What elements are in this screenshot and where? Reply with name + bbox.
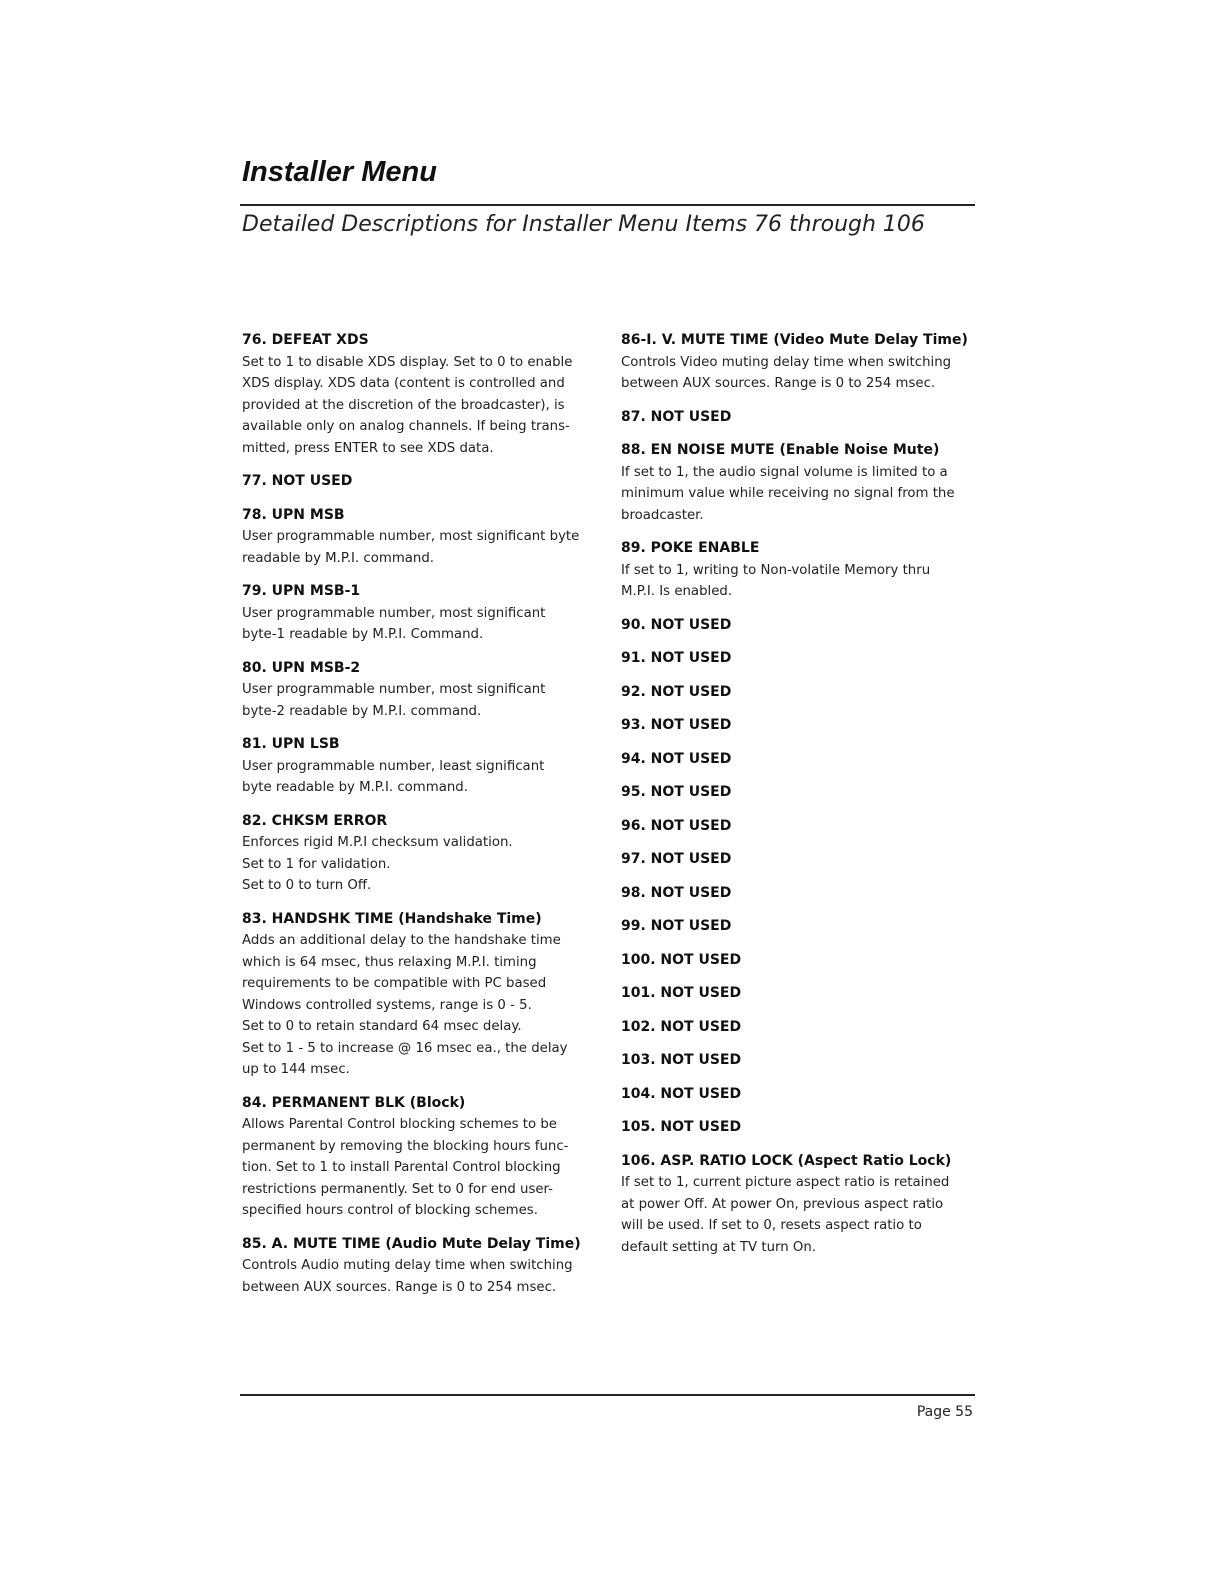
left-column bbox=[242, 330, 594, 1310]
menu-item-title: 77. NOT USED bbox=[242, 473, 353, 489]
menu-item-description-line: byte-2 readable by M.P.I. command. bbox=[242, 703, 482, 719]
menu-item-description-line: mitted, press ENTER to see XDS data. bbox=[242, 440, 494, 456]
menu-item-description-line: broadcaster. bbox=[621, 507, 704, 523]
menu-item-description-line: permanent by removing the blocking hours func- bbox=[242, 1138, 569, 1154]
menu-item-entry bbox=[621, 849, 973, 871]
menu-item-entry bbox=[242, 330, 594, 459]
menu-item-title: 79. UPN MSB-1 bbox=[242, 583, 361, 599]
menu-item-title: 103. NOT USED bbox=[621, 1052, 742, 1068]
menu-item-description-line: readable by M.P.I. command. bbox=[242, 550, 435, 566]
menu-item-title: 91. NOT USED bbox=[621, 650, 732, 666]
menu-item-title: 88. EN NOISE MUTE (Enable Noise Mute) bbox=[621, 442, 940, 458]
menu-item-description-line: M.P.I. Is enabled. bbox=[621, 584, 733, 599]
menu-item-description-line: byte-1 readable by M.P.I. Command. bbox=[242, 627, 484, 642]
menu-item-description-line: If set to 1, current picture aspect ratio is retained bbox=[621, 1175, 950, 1190]
menu-item-title: 87. NOT USED bbox=[621, 408, 732, 425]
menu-item-description-line: minimum value while receiving no signal from the bbox=[621, 486, 955, 501]
menu-item-description-line: User programmable number, least significant bbox=[242, 758, 545, 774]
menu-item-entry bbox=[621, 440, 973, 526]
menu-item-entry bbox=[242, 909, 594, 1081]
menu-item-title: 106. ASP. RATIO LOCK (Aspect Ratio Lock) bbox=[621, 1152, 952, 1169]
menu-item-title: 81. UPN LSB bbox=[242, 736, 340, 752]
menu-item-entry bbox=[621, 749, 973, 771]
menu-item-title: 94. NOT USED bbox=[621, 750, 732, 767]
menu-item-description-line: Enforces rigid M.P.I checksum validation. bbox=[242, 835, 513, 850]
menu-item-description-line: restrictions permanently. Set to 0 for end user- bbox=[242, 1181, 553, 1197]
menu-item-entry bbox=[621, 330, 973, 395]
menu-item-title: 78. UPN MSB bbox=[242, 506, 345, 523]
menu-item-entry bbox=[621, 682, 973, 704]
menu-item-title: 96. NOT USED bbox=[621, 817, 732, 834]
menu-item-description-line: between AUX sources. Range is 0 to 254 msec. bbox=[242, 1279, 557, 1295]
menu-item-title: 102. NOT USED bbox=[621, 1018, 742, 1035]
menu-item-description-line: Controls Audio muting delay time when switching bbox=[242, 1258, 573, 1273]
menu-item-title: 93. NOT USED bbox=[621, 717, 732, 733]
menu-item-description-line: default setting at TV turn On. bbox=[621, 1239, 817, 1255]
menu-item-description-line: specified hours control of blocking schemes. bbox=[242, 1203, 538, 1218]
menu-item-title: 90. NOT USED bbox=[621, 616, 732, 633]
menu-item-title: 92. NOT USED bbox=[621, 683, 732, 700]
menu-item-entry bbox=[621, 816, 973, 838]
menu-item-entry bbox=[621, 715, 973, 737]
menu-item-title: 80. UPN MSB-2 bbox=[242, 659, 361, 676]
menu-item-description-line: Set to 0 to retain standard 64 msec delay. bbox=[242, 1019, 522, 1034]
menu-item-description-line: Set to 1 to disable XDS display. Set to 0 to enable bbox=[242, 354, 573, 370]
menu-item-description-line: between AUX sources. Range is 0 to 254 msec. bbox=[621, 376, 936, 391]
menu-item-description-line: which is 64 msec, thus relaxing M.P.I. timing bbox=[242, 954, 537, 970]
menu-item-title: 86-I. V. MUTE TIME (Video Mute Delay Time) bbox=[621, 332, 968, 348]
menu-item-entry bbox=[621, 1084, 973, 1106]
menu-item-entry bbox=[621, 1151, 973, 1259]
menu-item-entry bbox=[621, 648, 973, 670]
menu-item-description-line: XDS display. XDS data (content is controlled and bbox=[242, 376, 565, 391]
menu-item-title: 98. NOT USED bbox=[621, 884, 732, 901]
menu-item-entry bbox=[242, 471, 594, 493]
menu-item-entry bbox=[621, 983, 973, 1005]
menu-item-title: 101. NOT USED bbox=[621, 985, 742, 1001]
menu-item-entry bbox=[621, 407, 973, 429]
page-title: Installer Menu bbox=[242, 156, 437, 188]
section-subtitle: Detailed Descriptions for Installer Menu Items 76 through 106 bbox=[242, 212, 925, 237]
menu-item-title: 104. NOT USED bbox=[621, 1085, 742, 1102]
menu-item-title: 76. DEFEAT XDS bbox=[242, 332, 369, 348]
menu-item-description-line: will be used. If set to 0, resets aspect ratio to bbox=[621, 1218, 922, 1233]
menu-item-description-line: Adds an additional delay to the handshake time bbox=[242, 933, 561, 948]
menu-item-entry bbox=[621, 950, 973, 972]
menu-item-entry bbox=[621, 916, 973, 938]
menu-item-description-line: requirements to be compatible with PC based bbox=[242, 976, 547, 991]
menu-item-title: 83. HANDSHK TIME (Handshake Time) bbox=[242, 910, 542, 927]
menu-item-entry bbox=[621, 538, 973, 603]
menu-item-title: 89. POKE ENABLE bbox=[621, 540, 760, 556]
menu-item-description-line: available only on analog channels. If being trans- bbox=[242, 419, 570, 434]
menu-item-description-line: provided at the discretion of the broadcaster), is bbox=[242, 397, 565, 413]
menu-item-title: 99. NOT USED bbox=[621, 918, 732, 934]
menu-item-description-line: byte readable by M.P.I. command. bbox=[242, 780, 468, 795]
menu-item-entry bbox=[621, 1017, 973, 1039]
menu-item-title: 95. NOT USED bbox=[621, 784, 732, 800]
menu-item-description-line: User programmable number, most significant bbox=[242, 605, 546, 621]
header-rule bbox=[240, 204, 975, 206]
menu-item-description-line: User programmable number, most significant byte bbox=[242, 529, 580, 544]
menu-item-description-line: at power Off. At power On, previous aspect ratio bbox=[621, 1196, 944, 1212]
menu-item-description-line: Set to 1 - 5 to increase @ 16 msec ea., the delay bbox=[242, 1040, 568, 1056]
menu-item-entry bbox=[242, 505, 594, 570]
footer-rule bbox=[240, 1394, 975, 1396]
menu-item-description-line: up to 144 msec. bbox=[242, 1062, 350, 1077]
menu-item-entry bbox=[242, 581, 594, 646]
menu-item-title: 82. CHKSM ERROR bbox=[242, 812, 388, 829]
menu-item-description-line: Allows Parental Control blocking schemes to be bbox=[242, 1117, 557, 1132]
menu-item-description-line: Set to 1 for validation. bbox=[242, 856, 391, 872]
menu-item-entry bbox=[242, 1093, 594, 1222]
menu-item-description-line: If set to 1, the audio signal volume is limited to a bbox=[621, 464, 948, 480]
menu-item-description-line: If set to 1, writing to Non-volatile Memory thru bbox=[621, 562, 931, 578]
menu-item-title: 97. NOT USED bbox=[621, 851, 732, 867]
menu-item-title: 105. NOT USED bbox=[621, 1119, 742, 1135]
page-number: Page 55 bbox=[916, 1404, 973, 1420]
menu-item-title: 100. NOT USED bbox=[621, 951, 742, 968]
menu-item-entry bbox=[621, 782, 973, 804]
menu-item-title: 84. PERMANENT BLK (Block) bbox=[242, 1094, 466, 1111]
menu-item-description-line: Controls Video muting delay time when switching bbox=[621, 354, 952, 370]
menu-item-entry bbox=[621, 1050, 973, 1072]
menu-item-entry bbox=[621, 1117, 973, 1139]
menu-item-entry bbox=[621, 883, 973, 905]
menu-item-entry bbox=[242, 658, 594, 723]
menu-item-entry bbox=[242, 811, 594, 897]
menu-item-description-line: tion. Set to 1 to install Parental Control blocking bbox=[242, 1160, 561, 1175]
menu-item-description-line: Set to 0 to turn Off. bbox=[242, 878, 372, 893]
right-column bbox=[621, 330, 973, 1270]
menu-item-entry bbox=[621, 615, 973, 637]
menu-item-description-line: Windows controlled systems, range is 0 - 5. bbox=[242, 997, 532, 1013]
menu-item-entry bbox=[242, 734, 594, 799]
menu-item-entry bbox=[242, 1234, 594, 1299]
menu-item-description-line: User programmable number, most significant bbox=[242, 682, 546, 697]
menu-item-title: 85. A. MUTE TIME (Audio Mute Delay Time) bbox=[242, 1235, 581, 1252]
